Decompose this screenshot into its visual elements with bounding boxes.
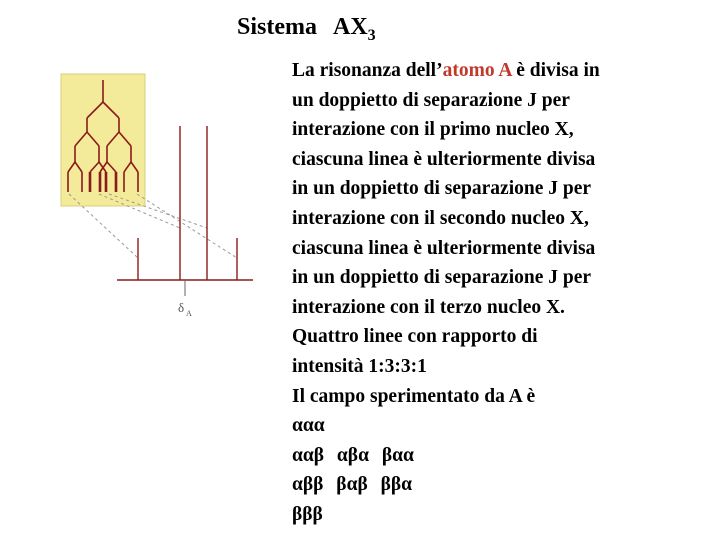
title-subscript: 3	[367, 27, 376, 44]
delta-label: δ	[178, 300, 185, 315]
explanation-text	[292, 56, 712, 530]
text-line-11: intensità 1:3:3:1	[292, 355, 427, 377]
text-line-5: in un doppietto di separazione J per	[292, 178, 592, 200]
slide-title	[237, 14, 376, 45]
text-line-12: Il campo sperimentato da A è	[292, 385, 536, 407]
delta-label-sub: A	[186, 309, 192, 318]
title-formula: AX	[333, 14, 368, 40]
spin-state-row-4: βββ	[292, 503, 323, 525]
text-line-3: interazione con il primo nucleo X,	[292, 119, 574, 141]
text-line-1: La risonanza dell’atomo A è divisa in	[292, 60, 600, 81]
text-line-6: interazione con il secondo nucleo X,	[292, 207, 589, 229]
text-line-7: ciascuna linea è ulteriormente divisa	[292, 237, 596, 259]
title-text: Sistema	[237, 14, 317, 40]
splitting-diagram	[55, 68, 265, 324]
text-line-8: in un doppietto di separazione J per	[292, 267, 592, 289]
text-line-9: interazione con il terzo nucleo X.	[292, 296, 565, 318]
spin-state-row-1: ααα	[292, 415, 325, 437]
text-line-2: un doppietto di separazione J per	[292, 89, 570, 111]
spin-state-row-2: ααβ αβα βαα	[292, 444, 414, 466]
highlight-atom-a: atomo A	[442, 60, 512, 81]
spin-state-row-3: αββ βαβ ββα	[292, 474, 413, 496]
text-line-10: Quattro linee con rapporto di	[292, 326, 538, 348]
splitting-diagram-svg	[55, 68, 265, 324]
text-line-4: ciascuna linea è ulteriormente divisa	[292, 148, 596, 170]
